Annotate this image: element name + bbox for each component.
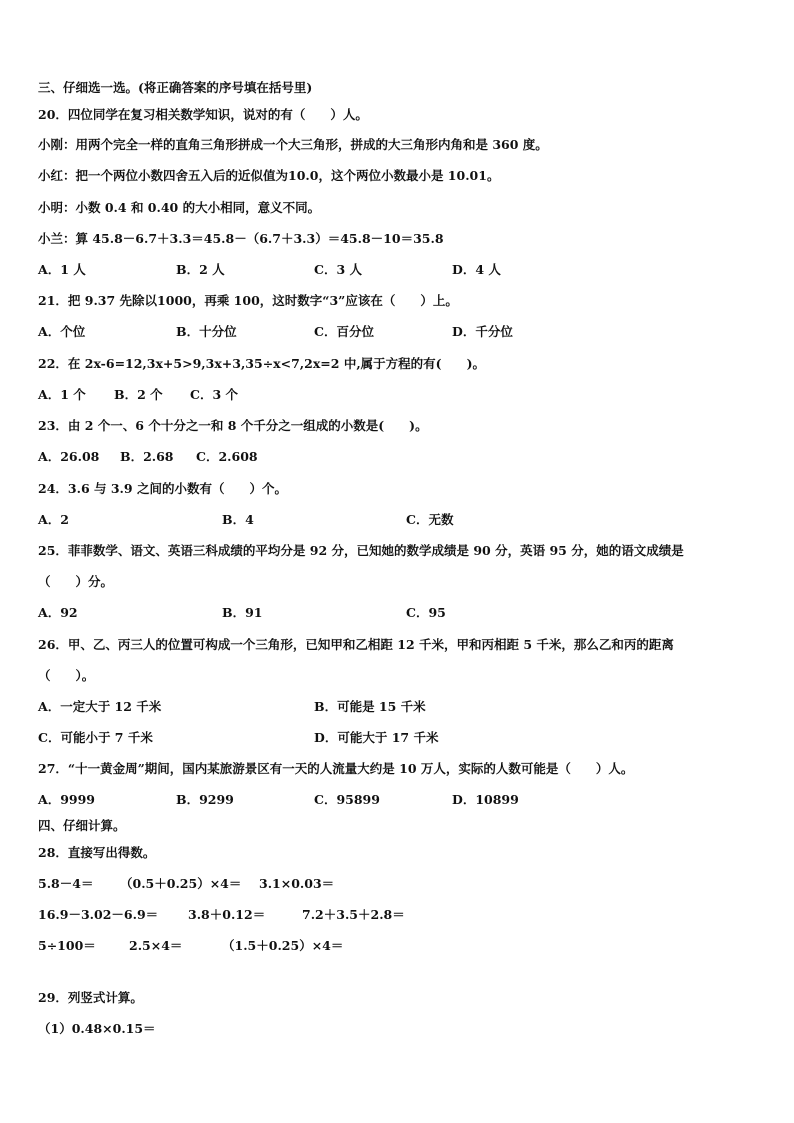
question-21-option-b: B．十分位	[176, 324, 237, 339]
question-21-option-c: C．百分位	[314, 324, 374, 339]
question-24-option-c: C．无数	[406, 512, 454, 527]
question-22-stem: 22．在 2x-6=12,3x+5>9,3x+3,35÷x<7,2x=2 中,属于方程的有( )。	[38, 356, 485, 371]
question-26-option-c: C．可能小于 7 千米	[38, 730, 153, 745]
question-26-option-a: A．一定大于 12 千米	[38, 699, 162, 714]
section-4-title: 四、仔细计算。	[38, 818, 126, 833]
question-20-option-c: C．3 人	[314, 262, 362, 277]
question-29-item-1: （1）0.48×0.15＝	[38, 1021, 156, 1036]
calc-1-3: 3.1×0.03＝	[259, 876, 335, 891]
question-20-statement-1: 小刚：用两个完全一样的直角三角形拼成一个大三角形，拼成的大三角形内角和是 360 度。	[38, 137, 548, 152]
question-23-option-a: A．26.08	[38, 449, 100, 464]
question-21-stem: 21．把 9.37 先除以1000，再乘 100，这时数字“3”应该在（ ）上。	[38, 293, 458, 308]
question-27-stem: 27．“十一黄金周”期间，国内某旅游景区有一天的人流量大约是 10 万人，实际的人数可能是（ ）人。	[38, 761, 634, 776]
calc-1-1: 5.8－4＝	[38, 876, 94, 891]
question-27-option-c: C．95899	[314, 792, 380, 807]
question-20-option-d: D．4 人	[452, 262, 501, 277]
question-20-option-a: A．1 人	[38, 262, 86, 277]
question-24-stem: 24．3.6 与 3.9 之间的小数有（ ）个。	[38, 481, 287, 496]
question-26-option-d: D．可能大于 17 千米	[314, 730, 439, 745]
question-25-stem-line-2: （ ）分。	[38, 574, 114, 589]
calc-3-3: （1.5＋0.25）×4＝	[222, 938, 344, 953]
question-20-stem: 20．四位同学在复习相关数学知识，说对的有（ ）人。	[38, 107, 368, 122]
question-26-stem-line-1: 26．甲、乙、丙三人的位置可构成一个三角形，已知甲和乙相距 12 千米，甲和丙相距 5 千米，那么乙和丙的距离	[38, 637, 674, 652]
question-25-option-c: C．95	[406, 605, 446, 620]
question-20-statement-2: 小红：把一个两位小数四舍五入后的近似值为10.0，这个两位小数最小是 10.01。	[38, 168, 500, 183]
question-23-option-c: C．2.608	[196, 449, 258, 464]
question-28-stem: 28．直接写出得数。	[38, 845, 156, 860]
question-21-option-d: D．千分位	[452, 324, 513, 339]
section-3-title: 三、仔细选一选。(将正确答案的序号填在括号里)	[38, 80, 313, 95]
question-22-option-c: C．3 个	[190, 387, 238, 402]
question-21-option-a: A．个位	[38, 324, 86, 339]
calc-1-2: （0.5＋0.25）×4＝	[120, 876, 242, 891]
question-27-option-a: A．9999	[38, 792, 95, 807]
question-27-option-b: B．9299	[176, 792, 234, 807]
calc-2-2: 3.8＋0.12＝	[188, 907, 266, 922]
question-25-option-b: B．91	[222, 605, 263, 620]
question-26-stem-line-2: （ ）。	[38, 668, 95, 683]
question-25-option-a: A．92	[38, 605, 78, 620]
calc-2-3: 7.2＋3.5＋2.8＝	[302, 907, 405, 922]
calc-3-1: 5÷100＝	[38, 938, 96, 953]
question-25-stem-line-1: 25．菲菲数学、语文、英语三科成绩的平均分是 92 分，已知她的数学成绩是 90 分，英语 95 分，她的语文成绩是	[38, 543, 684, 558]
question-23-option-b: B．2.68	[120, 449, 174, 464]
question-26-option-b: B．可能是 15 千米	[314, 699, 426, 714]
calc-2-1: 16.9－3.02－6.9＝	[38, 907, 159, 922]
question-20-option-b: B．2 人	[176, 262, 225, 277]
question-23-stem: 23．由 2 个一、6 个十分之一和 8 个千分之一组成的小数是( )。	[38, 418, 428, 433]
question-27-option-d: D．10899	[452, 792, 519, 807]
question-20-statement-3: 小明：小数 0.4 和 0.40 的大小相同，意义不同。	[38, 200, 321, 215]
question-24-option-a: A．2	[38, 512, 69, 527]
question-22-option-a: A．1 个	[38, 387, 86, 402]
calc-3-2: 2.5×4＝	[129, 938, 183, 953]
question-22-option-b: B．2 个	[114, 387, 163, 402]
question-29-stem: 29．列竖式计算。	[38, 990, 143, 1005]
question-24-option-b: B．4	[222, 512, 254, 527]
question-20-statement-4: 小兰：算 45.8－6.7＋3.3＝45.8－（6.7＋3.3）＝45.8－10＝35.8	[38, 231, 444, 246]
